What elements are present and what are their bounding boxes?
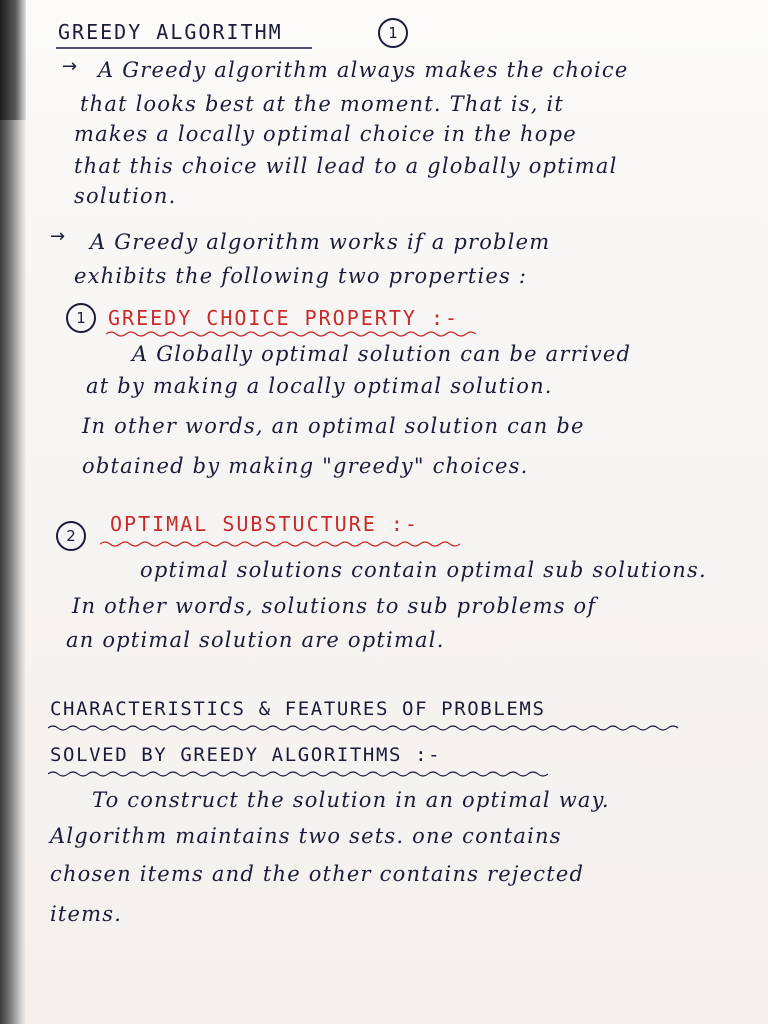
property2-underline xyxy=(100,540,460,548)
property1-line: at by making a locally optimal solution. xyxy=(86,374,553,398)
intro-line: makes a locally optimal choice in the hope xyxy=(74,122,577,146)
property1-line: In other words, an optimal solution can be xyxy=(82,414,585,438)
title-underline xyxy=(56,44,312,52)
characteristics-line: items. xyxy=(50,902,123,926)
notebook-binding xyxy=(0,0,26,1024)
intro-line: that looks best at the moment. That is, it xyxy=(80,92,565,116)
property2-line: an optimal solution are optimal. xyxy=(66,628,445,652)
property1-title: GREEDY CHOICE PROPERTY :- xyxy=(108,306,460,330)
works-arrow-icon: → xyxy=(50,226,66,247)
works-line: A Greedy algorithm works if a problem xyxy=(90,230,551,254)
page-number: 1 xyxy=(378,18,408,48)
works-line: exhibits the following two properties : xyxy=(74,264,528,288)
characteristics-line: To construct the solution in an optimal way. xyxy=(92,788,610,812)
intro-arrow-icon: → xyxy=(62,56,78,77)
property2-number: 2 xyxy=(56,521,86,551)
intro-line: that this choice will lead to a globally optimal xyxy=(74,154,618,178)
characteristics-heading-cont: SOLVED BY GREEDY ALGORITHMS :- xyxy=(50,744,442,766)
property1-number: 1 xyxy=(66,303,96,333)
property1-line: obtained by making "greedy" choices. xyxy=(82,454,529,478)
notebook-binding-shadow xyxy=(0,0,26,120)
characteristics-heading: CHARACTERISTICS & FEATURES OF PROBLEMS xyxy=(50,698,546,720)
property1-line: A Globally optimal solution can be arrived xyxy=(132,342,632,366)
characteristics-line: chosen items and the other contains rejected xyxy=(50,862,585,886)
property2-line: optimal solutions contain optimal sub solutions. xyxy=(140,558,707,582)
intro-line: solution. xyxy=(74,184,177,208)
characteristics-line: Algorithm maintains two sets. one contains xyxy=(50,824,562,848)
property2-line: In other words, solutions to sub problems of xyxy=(72,594,597,618)
characteristics-underline-1 xyxy=(48,724,678,732)
property2-title: OPTIMAL SUBSTUCTURE :- xyxy=(110,512,419,536)
property1-underline xyxy=(106,330,476,338)
characteristics-underline-2 xyxy=(48,770,548,778)
page-title: GREEDY ALGORITHM xyxy=(58,20,283,44)
intro-line: A Greedy algorithm always makes the choice xyxy=(98,58,629,82)
